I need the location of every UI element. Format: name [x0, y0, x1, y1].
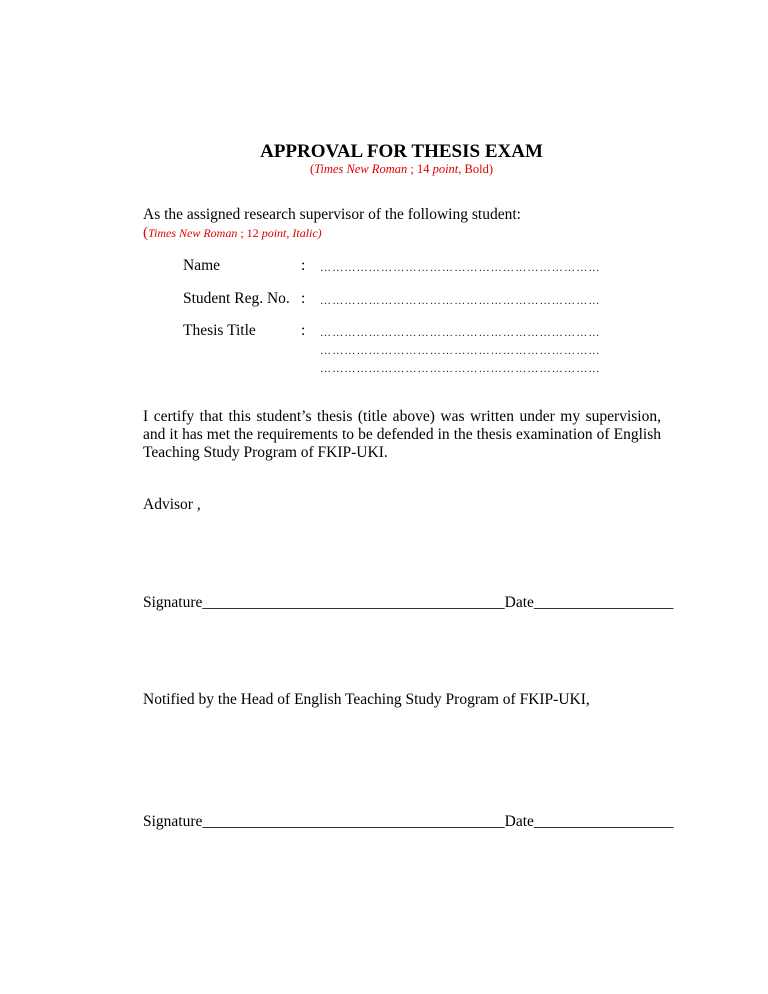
note-style: , Bold) [458, 162, 494, 176]
certification-paragraph: I certify that this student’s thesis (title above) was written under my supervision, and it has met the requirements to be defended in the thesis examination of English Teaching Study Program of FKIP-UKI. [143, 408, 661, 461]
note-font: Times New Roman [148, 226, 238, 240]
thesis-title-fill-line-2: …………………………………………………………… [320, 345, 601, 357]
note-open: ( [309, 162, 315, 176]
title-format-note [0, 162, 768, 177]
document-title: APPROVAL FOR THESIS EXAM [260, 141, 543, 162]
notified-by-text: Notified by the Head of English Teaching Study Program of FKIP-UKI, [143, 691, 590, 708]
thesis-title-fill-line-1: …………………………………………………………… [320, 327, 601, 339]
note-sep: ; 14 [407, 162, 433, 176]
name-fill-line: …………………………………………………………… [320, 262, 601, 274]
name-label: Name [183, 257, 221, 274]
note-font: Times New Roman [314, 162, 408, 176]
note-point: point [432, 162, 459, 176]
advisor-label: Advisor , [143, 496, 201, 513]
head-signature-date-line: Signature_______________________________________Date__________________ [143, 813, 674, 830]
note-style: , Italic) [286, 226, 322, 240]
thesis-title-label: Thesis Title [183, 322, 256, 339]
reg-no-fill-line: …………………………………………………………… [320, 295, 601, 307]
thesis-title-fill-line-3: …………………………………………………………… [320, 363, 601, 375]
note-open: ( [143, 225, 148, 241]
note-sep: ; 12 [237, 226, 262, 240]
thesis-title-colon: : [301, 322, 306, 339]
note-point: point [261, 226, 287, 240]
reg-no-colon: : [301, 290, 306, 307]
reg-no-label: Student Reg. No. [183, 290, 290, 307]
advisor-signature-date-line: Signature_______________________________________Date__________________ [143, 594, 674, 611]
name-colon: : [301, 257, 306, 274]
intro-format-note [143, 225, 322, 242]
intro-text: As the assigned research supervisor of the following student: [143, 206, 521, 223]
